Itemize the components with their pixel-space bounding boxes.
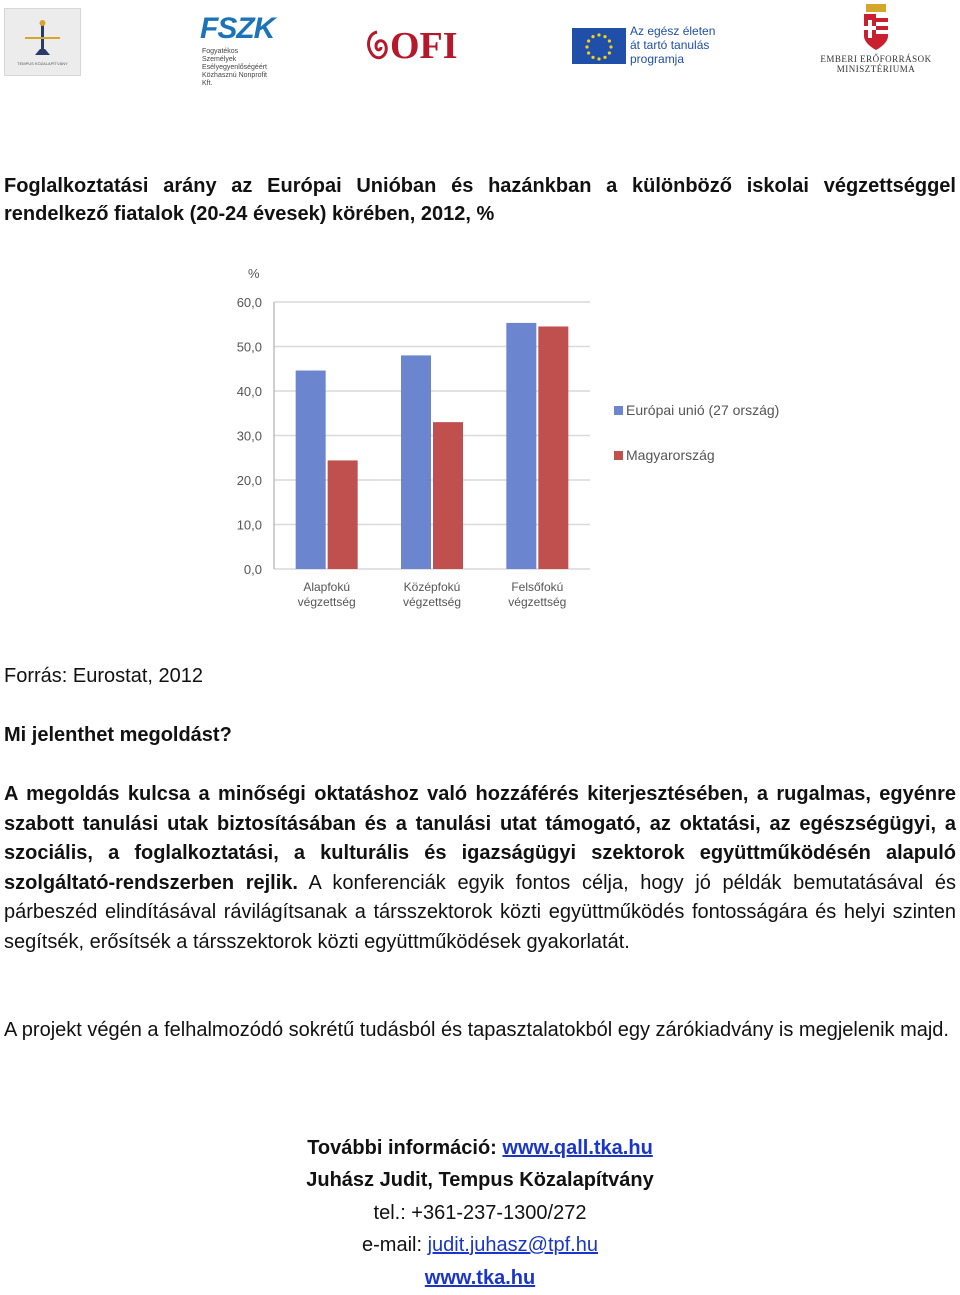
ofi-spiral-icon — [364, 26, 390, 66]
legend-label: Európai unió (27 ország) — [626, 402, 780, 418]
fszk-sub-line: Közhasznú Nonprofit Kft. — [202, 72, 267, 87]
emmi-text-line: EMBERI ERŐFORRÁSOK — [820, 54, 932, 64]
chart-caption: Foglalkoztatási arány az Európai Unióban és hazánkban a különböző iskolai végzettséggel rendelkező fiatalok (20-24 évesek) körében, 2012, % — [4, 175, 956, 225]
contact-email-line — [0, 1229, 960, 1262]
eu-program-logo — [572, 24, 722, 68]
emmi-logo-text — [818, 54, 934, 74]
legend-swatch — [614, 451, 623, 460]
contact-info-label: További információ: — [307, 1137, 503, 1159]
contact-info-line — [0, 1132, 960, 1165]
email-link[interactable]: judit.juhasz@tpf.hu — [427, 1234, 598, 1256]
tempus-logo — [4, 8, 81, 76]
x-category-label: végzettség — [402, 595, 462, 609]
source-note: Forrás: Eurostat, 2012 — [4, 665, 203, 687]
eu-flag-icon — [572, 28, 626, 64]
bar-eu — [506, 323, 536, 569]
ofi-logo — [364, 25, 458, 70]
x-category-label: végzettség — [297, 595, 356, 609]
x-category-label: Felsőfokú — [511, 580, 564, 594]
fszk-logo-word: FSZK — [200, 12, 275, 45]
body-paragraph-1-rest: A konferenciák egyik fontos célja, hogy jó példák bemutatásával és párbeszéd elindításával rávilágítsanak a társszektorok közti együttműködés fontosságára és helyi szinten segítsék, erősítsék a társszektorok közti együttműködések gyakorlatát. — [4, 871, 956, 953]
contact-person: Juhász Judit, Tempus Közalapítvány — [306, 1169, 654, 1191]
y-tick-label: 60,0 — [236, 295, 262, 310]
contact-email-label: e-mail: — [362, 1234, 428, 1256]
tempus-logo-text: TEMPUS KÖZALAPÍTVÁNY — [17, 61, 68, 66]
y-tick-label: 50,0 — [236, 339, 262, 355]
y-tick-label: 0,0 — [243, 562, 262, 577]
coat-of-arms-icon — [818, 2, 934, 52]
x-axis-labels — [298, 580, 567, 609]
x-category-label: végzettség — [508, 595, 567, 609]
contact-phone: tel.: +361-237-1300/272 — [373, 1202, 587, 1224]
qall-link[interactable]: www.qall.tka.hu — [502, 1137, 653, 1159]
ofi-logo-word: OFI — [390, 25, 458, 67]
legend-swatch — [614, 406, 623, 415]
body-paragraph-2: A projekt végén a felhalmozódó sokrétű tudásból és tapasztalatokból egy zárókiadvány is megjelenik majd. — [4, 1019, 949, 1041]
y-tick-label: 40,0 — [236, 384, 262, 399]
eu-program-text — [630, 24, 715, 66]
eu-text-line: programja — [630, 52, 685, 66]
x-category-label: Alapfokú — [303, 580, 351, 594]
fszk-sub-line: Esélyegyenlőségéért — [202, 64, 267, 71]
chart-bars — [296, 323, 569, 569]
bar-hu — [328, 460, 358, 569]
body-paragraph-1-bold: A megoldás kulcsa a minőségi oktatáshoz való hozzáférés kiterjesztésében, a rugalmas, egyénre szabott tanulási utak biztosításában és a tanulási utat támogató, az oktatási, az egészségügyi, a szociális, a foglalkoztatási, a kulturális és igazságügyi szektorok együttműködésén alapuló szolgáltató-rendszerben rejlik. — [4, 783, 956, 894]
fszk-sub-line: Fogyatékos Személyek — [202, 48, 239, 63]
x-category-label: Középfokú — [403, 580, 461, 594]
fszk-logo — [200, 12, 275, 87]
scales-icon — [5, 9, 80, 75]
y-axis-unit-label: % — [248, 266, 260, 281]
eu-text-line: Az egész életen — [630, 24, 716, 38]
contact-site-line — [0, 1262, 960, 1295]
employment-bar-chart — [228, 258, 788, 618]
bar-eu — [401, 355, 431, 569]
bar-hu — [433, 422, 463, 569]
chart-legend — [614, 402, 779, 463]
y-axis-ticks — [237, 295, 262, 577]
y-tick-label: 10,0 — [236, 517, 262, 533]
body-paragraph-1 — [4, 780, 956, 957]
eu-text-line: át tartó tanulás — [630, 38, 710, 52]
logo-bar — [0, 0, 960, 87]
fszk-logo-subtitle — [202, 48, 272, 88]
emmi-logo — [818, 2, 934, 76]
tka-site-link[interactable]: www.tka.hu — [424, 1267, 536, 1289]
legend-label: Magyarország — [626, 447, 715, 463]
emmi-text-line: MINISZTÉRIUMA — [836, 64, 916, 74]
y-tick-label: 20,0 — [236, 473, 262, 488]
bar-eu — [296, 371, 326, 569]
section-question: Mi jelenthet megoldást? — [4, 724, 232, 746]
y-tick-label: 30,0 — [236, 428, 262, 444]
bar-hu — [538, 326, 568, 569]
